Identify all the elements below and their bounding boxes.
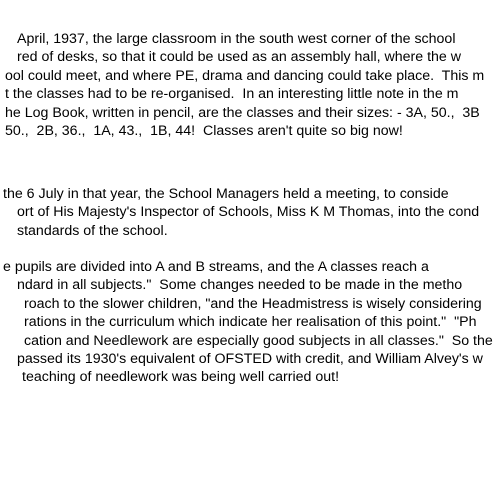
text-line: passed its 1930's equivalent of OFSTED with credit, and William Alvey's w [17,351,483,368]
text-line: he Log Book, written in pencil, are the classes and their sizes: - 3A, 50., 3B [5,104,480,121]
paragraph-assembly-hall [0,30,500,140]
text-line: red of desks, so that it could be used as an assembly hall, where the w [17,49,461,66]
text-line: April, 1937, the large classroom in the south west corner of the school [17,31,456,47]
text-line: t the classes had to be re-organised. In an interesting little note in the m [5,86,459,103]
text-line: standards of the school. [17,222,168,239]
paragraph-inspector-report [0,258,500,387]
text-line: ool could meet, and where PE, drama and dancing could take place. This m [5,67,485,84]
text-line: the 6 July in that year, the School Managers held a meeting, to conside [3,186,449,202]
text-line: cation and Needlework are especially good subjects in all classes." So the [24,332,493,349]
text-line: e pupils are divided into A and B streams, and the A classes reach a [3,259,429,275]
text-line: roach to the slower children, "and the Headmistress is wisely considering [24,295,482,312]
text-line: rations in the curriculum which indicate her realisation of this point." "Ph [24,314,477,331]
text-line: teaching of needlework was being well carried out! [22,369,340,386]
text-line: ort of His Majesty's Inspector of Schools, Miss K M Thomas, into the cond [17,204,480,221]
paragraph-managers-meeting [0,185,500,240]
text-line: 50., 2B, 36., 1A, 43., 1B, 44! Classes aren't quite so big now! [5,123,403,140]
text-line: ndard in all subjects." Some changes needed to be made in the metho [17,277,463,294]
